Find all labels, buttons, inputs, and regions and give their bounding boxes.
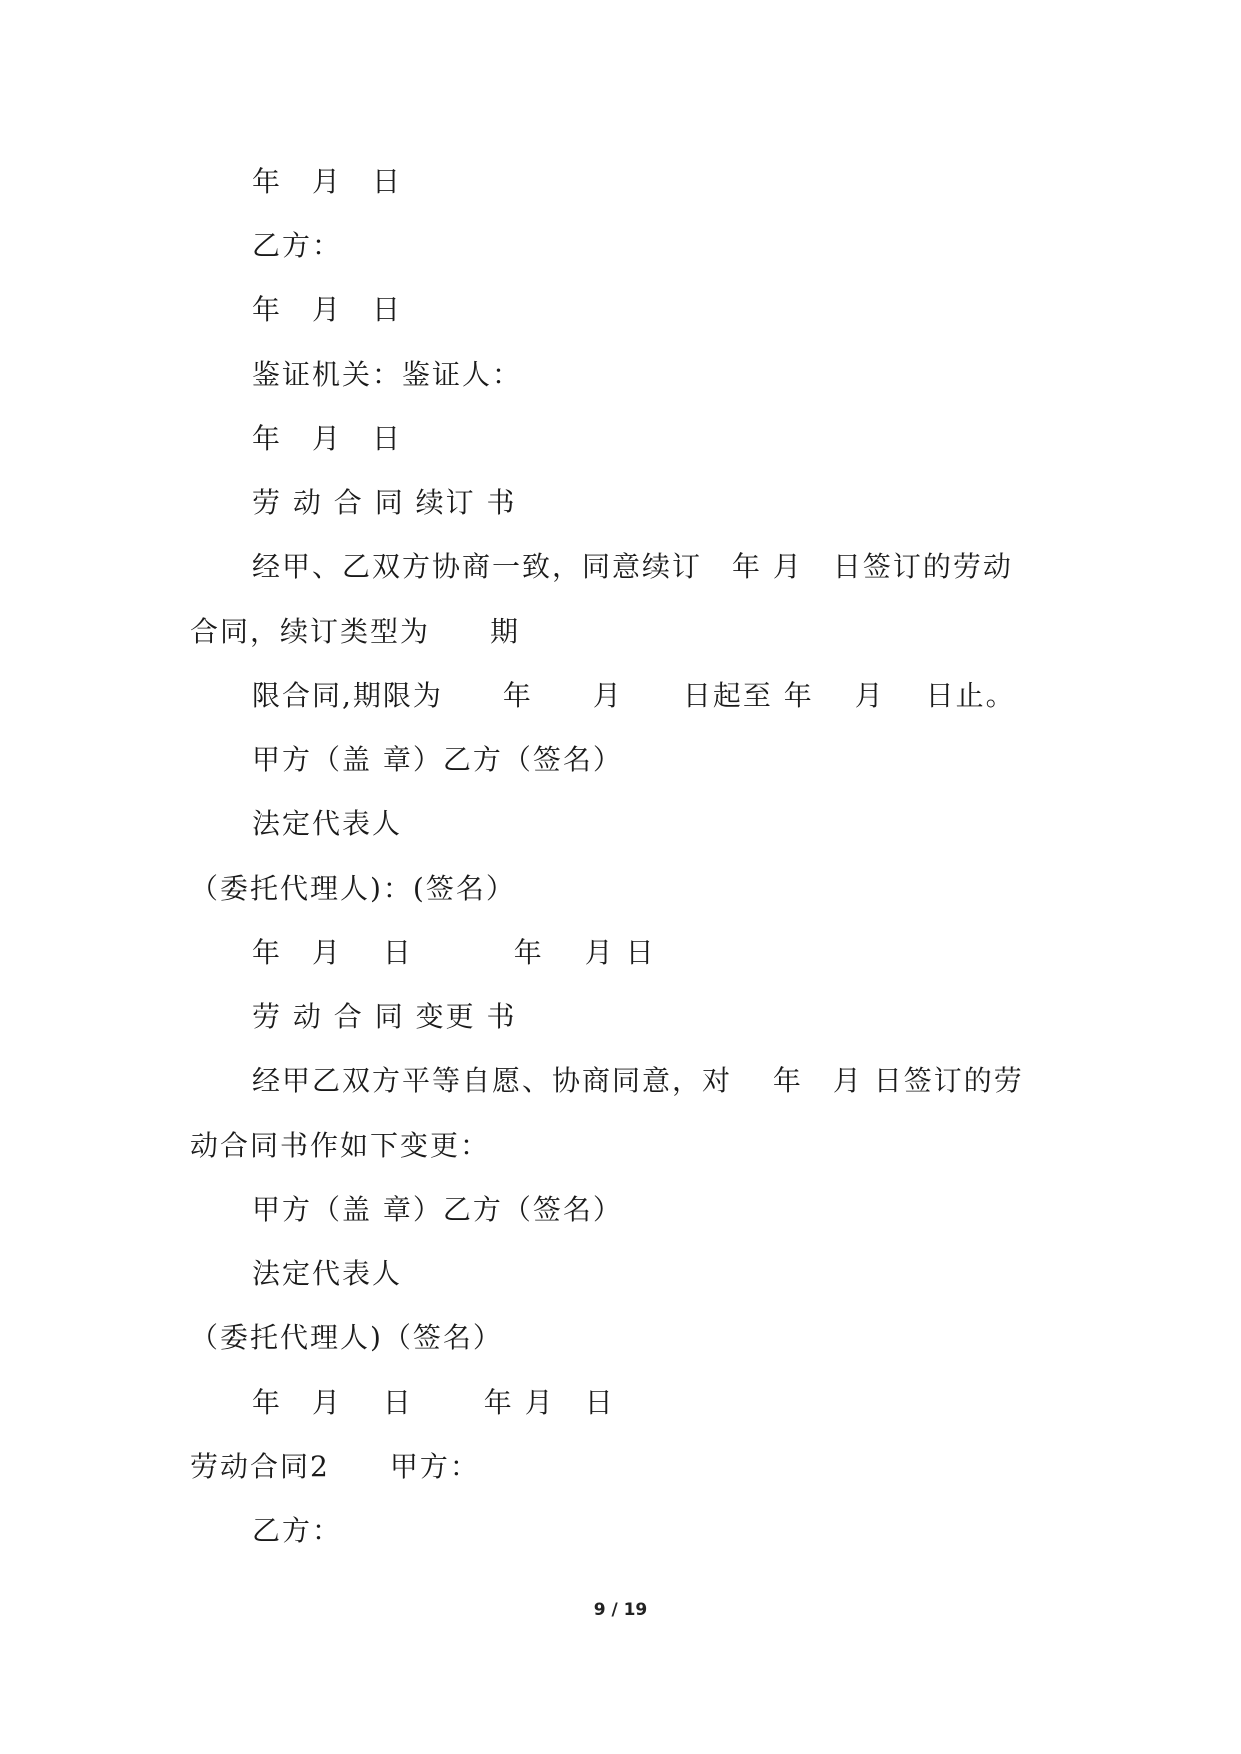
page-number: 9 / 19 — [593, 1600, 648, 1620]
contract-heading-line: 劳动合同2 甲方： — [190, 1450, 480, 1483]
party-b-label: 乙方： — [252, 1514, 343, 1547]
legal-representative-label: 法定代表人 — [252, 807, 403, 840]
paragraph-line: 限合同,期限为 年 月 日起至 年 月 日止。 — [252, 679, 1016, 712]
paragraph-line: 经甲乙双方平等自愿、协商同意，对 年 月 日签订的劳 — [252, 1064, 1024, 1097]
date-line: 年 月 日 年 月 日 — [252, 1386, 615, 1419]
signature-line: 甲方（盖 章）乙方（签名） — [252, 743, 623, 776]
party-b-label: 乙方： — [252, 229, 343, 262]
date-line: 年 月 日 — [252, 165, 403, 198]
date-line: 年 月 日 — [252, 293, 403, 326]
verification-authority-line: 鉴证机关：鉴证人： — [252, 358, 523, 391]
paragraph-line: 合同，续订类型为 期 — [190, 615, 521, 648]
section-heading-renewal: 劳 动 合 同 续订 书 — [252, 486, 517, 519]
agent-signature-line: （委托代理人)（签名） — [190, 1321, 503, 1354]
agent-signature-line: （委托代理人)：(签名） — [190, 872, 516, 905]
date-line: 年 月 日 年 月 日 — [252, 936, 656, 969]
signature-line: 甲方（盖 章）乙方（签名） — [252, 1193, 623, 1226]
paragraph-line: 经甲、乙双方协商一致，同意续订 年 月 日签订的劳动 — [252, 550, 1013, 583]
legal-representative-label: 法定代表人 — [252, 1257, 403, 1290]
date-line: 年 月 日 — [252, 422, 403, 455]
paragraph-line: 动合同书作如下变更： — [190, 1129, 491, 1162]
section-heading-change: 劳 动 合 同 变更 书 — [252, 1000, 517, 1033]
